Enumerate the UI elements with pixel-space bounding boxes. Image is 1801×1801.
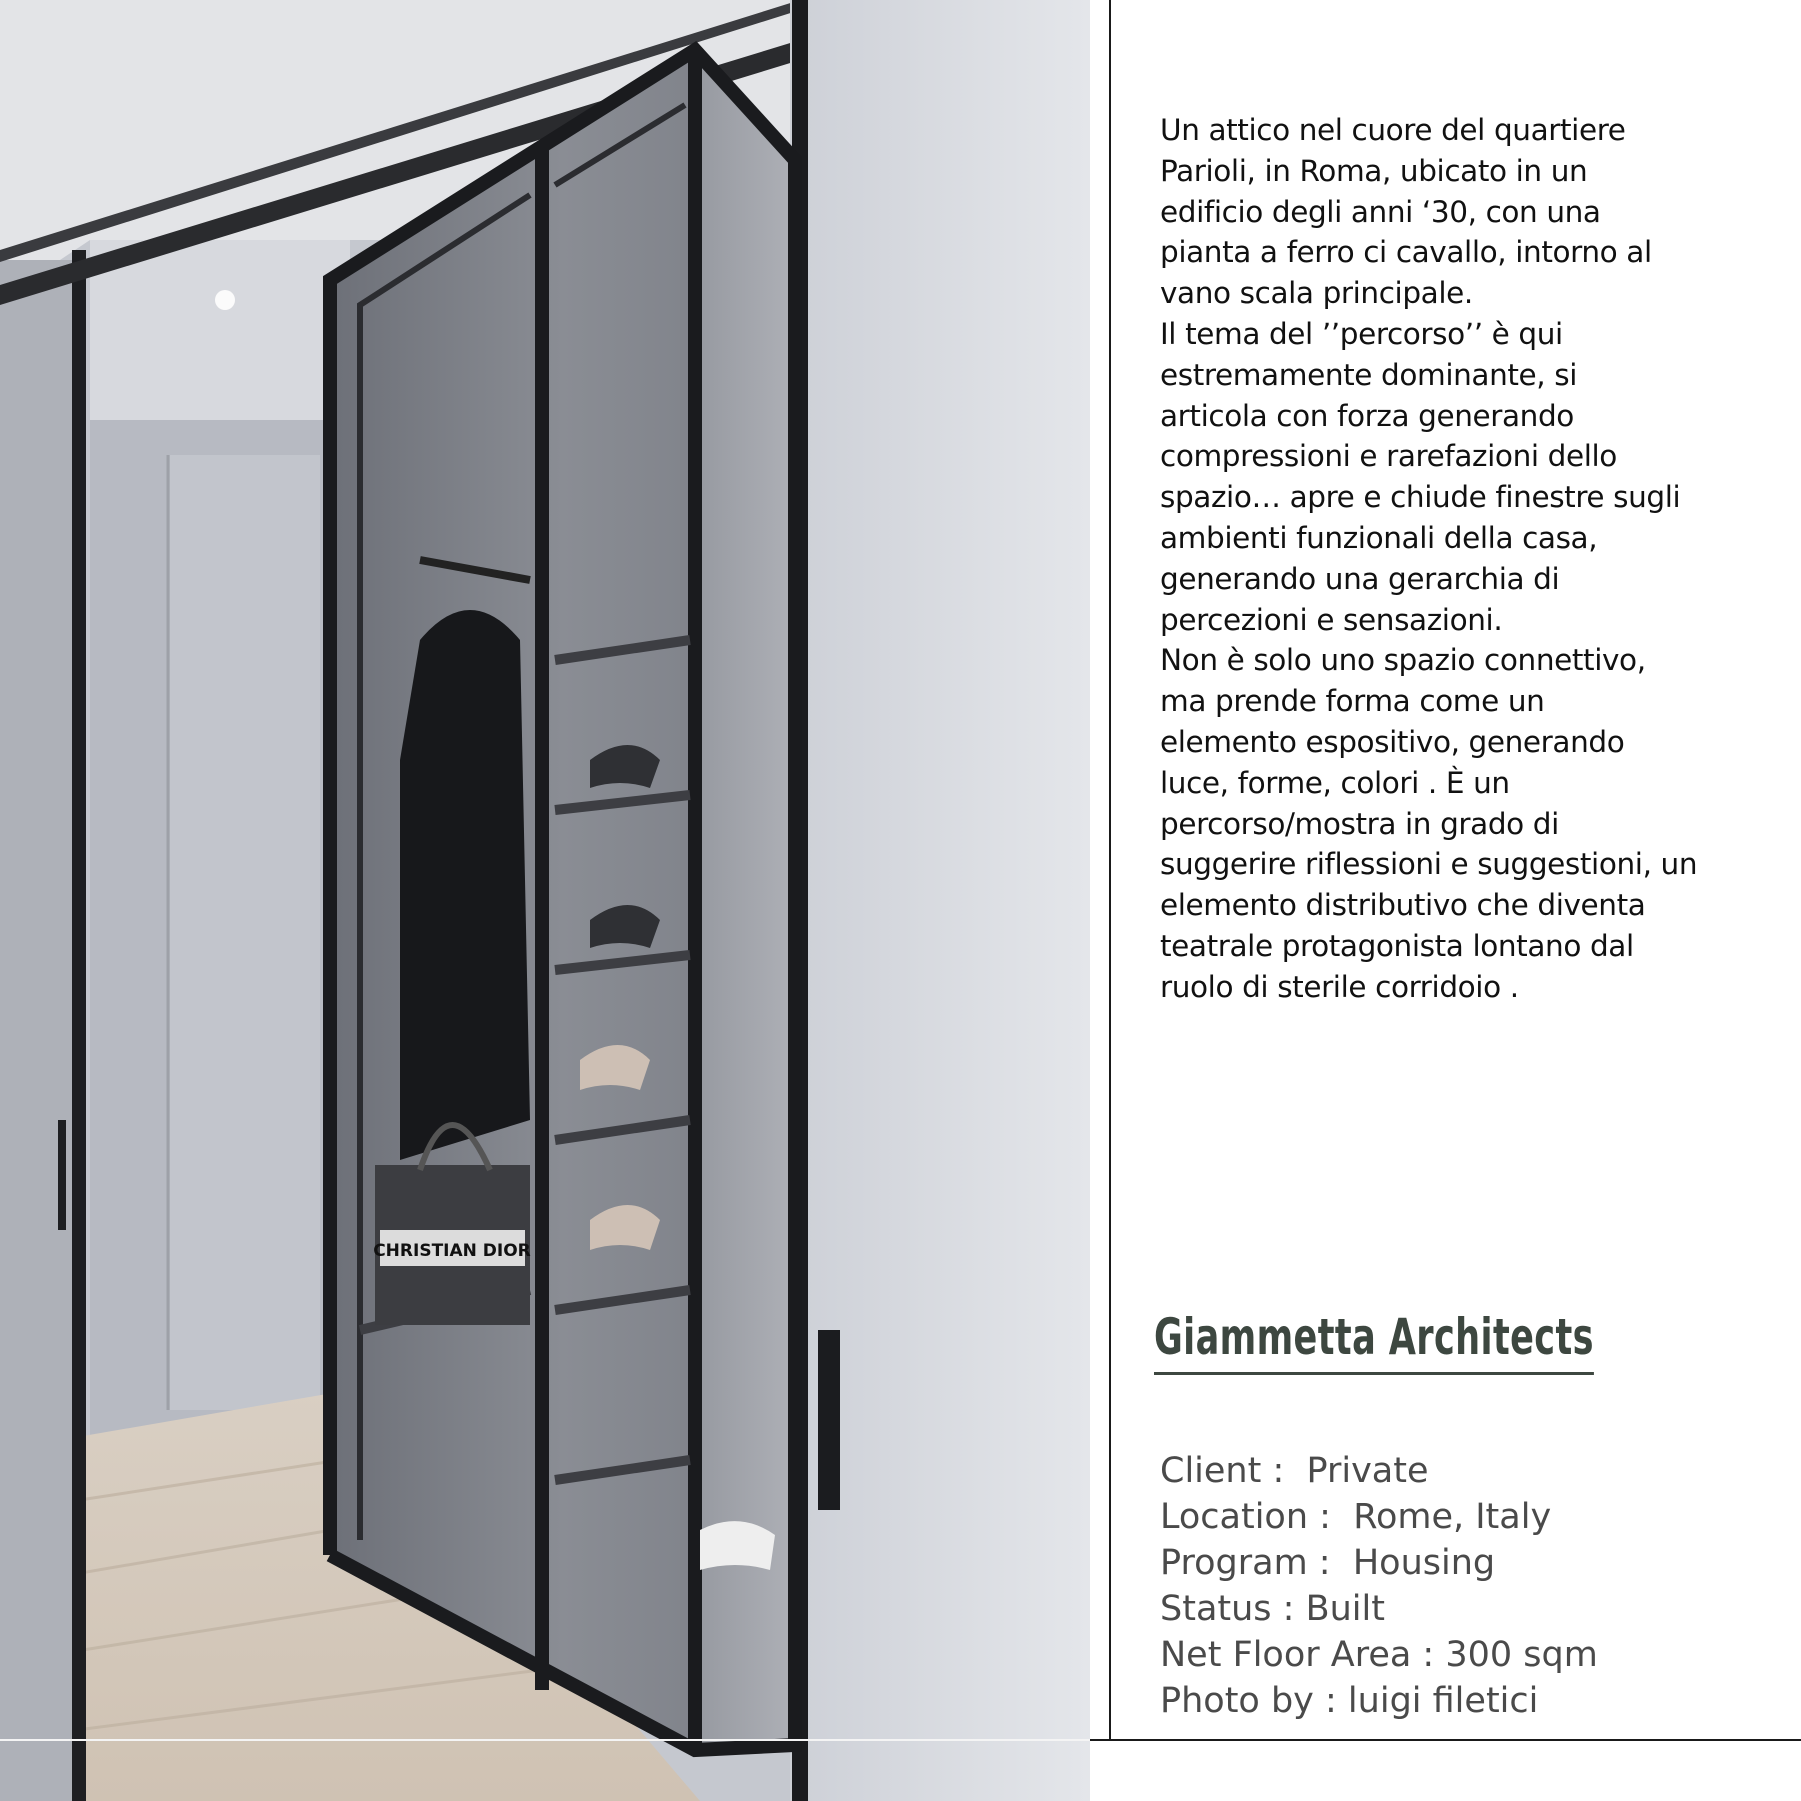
project-description	[1160, 110, 1760, 1008]
info-program: Program : Housing	[1160, 1543, 1496, 1583]
info-location: Location : Rome, Italy	[1160, 1497, 1552, 1537]
description-paragraph: Un attico nel cuore del quartiere Parioli, in Roma, ubicato in un edificio degli anni ‘30, con una pianta a ferro ci cavallo, intorno al vano scala principale.	[1160, 113, 1652, 311]
info-client: Client : Private	[1160, 1451, 1429, 1491]
horizontal-divider	[1090, 1739, 1801, 1741]
vertical-divider	[1109, 0, 1111, 1740]
bag-label: CHRISTIAN DIOR	[373, 1241, 531, 1261]
description-paragraph: Il tema del ’’percorso’’ è qui estremamente dominante, si articola con forza generando compressioni e rarefazioni dello spazio… apre e chiude finestre sugli ambienti funzionali della casa, generando una gerarchia di percezioni e sensazioni.	[1160, 316, 1681, 637]
info-photo-credit: Photo by : luigi filetici	[1160, 1681, 1539, 1721]
firm-logo-text: Giammetta Architects	[1154, 1308, 1594, 1375]
photo-bottom-edge	[0, 1739, 1090, 1741]
info-status: Status : Built	[1160, 1589, 1385, 1629]
info-net-floor-area: Net Floor Area : 300 sqm	[1160, 1635, 1598, 1675]
project-info-list	[1160, 1448, 1598, 1724]
description-paragraph: Non è solo uno spazio connettivo, ma prende forma come un elemento espositivo, generando luce, forme, colori . È un percorso/mostra in grado di suggerire riflessioni e suggestioni, un elemento distributivo che diventa teatrale protagonista lontano dal ruolo di sterile corridoio .	[1160, 643, 1698, 1004]
